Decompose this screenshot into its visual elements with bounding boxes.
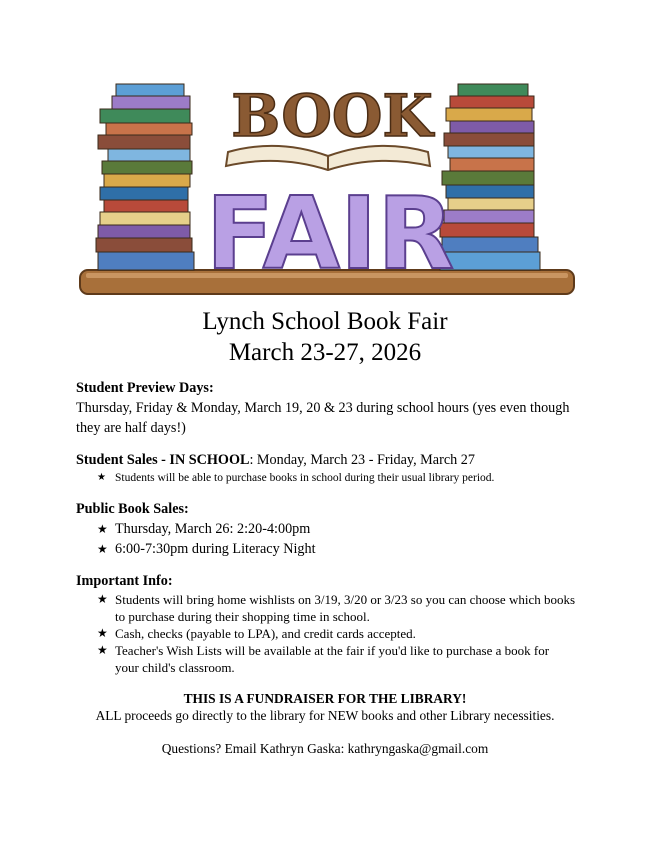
info-heading: Important Info: — [76, 573, 173, 589]
flyer-title: Lynch School Book Fair — [202, 308, 448, 335]
preview-text: Thursday, Friday & Monday, March 19, 20 & 23 during school hours (yes even though they are half days!) — [76, 400, 570, 436]
list-item: ★ Teacher's Wish Lists will be available at the fair if you'd like to purchase a book for your child's classroom. — [76, 642, 576, 676]
info-section — [76, 571, 576, 676]
fundraiser-text: ALL proceeds go directly to the library for NEW books and other Library necessities. — [95, 708, 555, 723]
book-fair-banner — [78, 74, 578, 302]
preview-section — [76, 378, 576, 438]
contact-line: Questions? Email Kathryn Gaska: kathryngaska@gmail.com — [161, 741, 489, 756]
list-item: ★ Cash, checks (payable to LPA), and credit cards accepted. — [76, 625, 576, 642]
left-book-stack — [96, 84, 194, 270]
sales-list — [76, 470, 576, 486]
fundraiser-heading: THIS IS A FUNDRAISER FOR THE LIBRARY! — [183, 691, 467, 706]
fair-word: FAIR — [205, 175, 455, 292]
public-list — [76, 519, 576, 559]
list-item: ★ 6:00-7:30pm during Literacy Night — [76, 539, 576, 559]
book-word: BOOK — [231, 82, 433, 150]
public-sales-section — [76, 499, 576, 559]
list-item: ★ Students will bring home wishlists on 3/19, 3/20 or 3/23 so you can choose which books to purchase during their shopping time in school. — [76, 591, 576, 625]
right-book-stack — [440, 84, 540, 270]
sales-text: : Monday, March 23 - Friday, March 27 — [249, 452, 475, 468]
list-item: ★ Students will be able to purchase books in school during their usual library period. — [76, 470, 576, 486]
flyer-dates: March 23-27, 2026 — [228, 339, 422, 366]
info-list — [76, 591, 576, 676]
sales-heading: Student Sales - IN SCHOOL — [76, 452, 250, 468]
public-heading: Public Book Sales: — [76, 501, 189, 517]
sales-section — [76, 450, 576, 486]
list-item: ★ Thursday, March 26: 2:20-4:00pm — [76, 519, 576, 539]
preview-heading: Student Preview Days: — [76, 380, 214, 396]
